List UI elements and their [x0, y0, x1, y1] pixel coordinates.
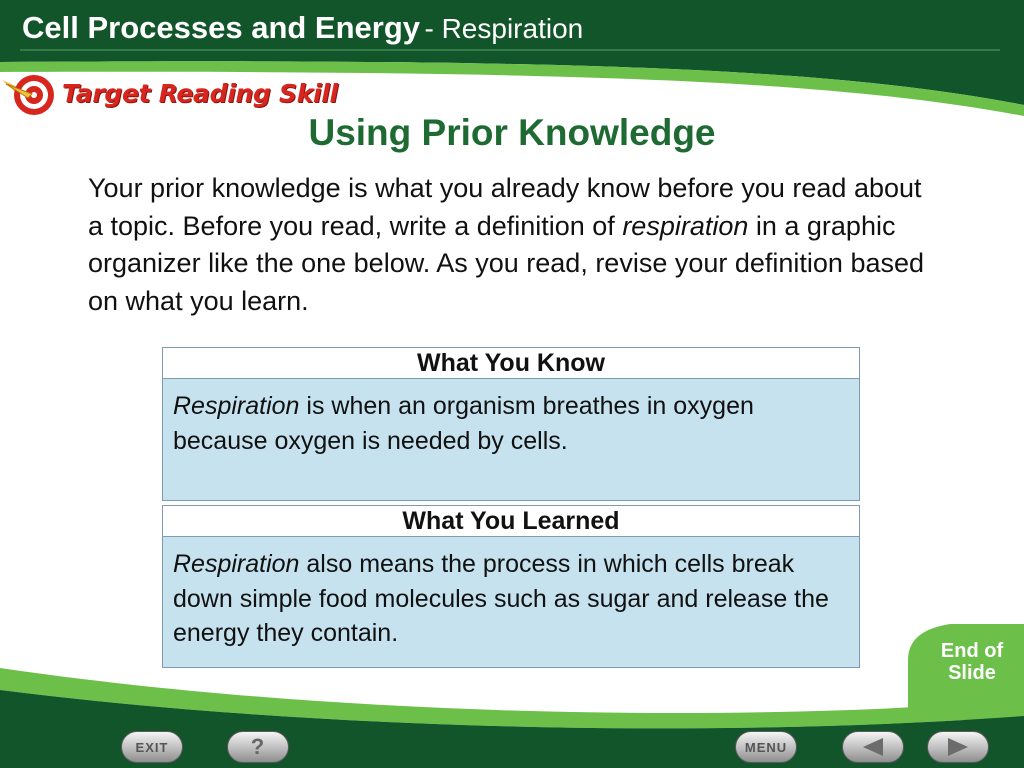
badge-label: Target Reading Skill: [62, 79, 338, 108]
intro-text-1: Your prior knowledge is what you already know before you read about a topic. Before you read, write a definition of: [88, 173, 922, 241]
help-button[interactable]: ?: [227, 731, 289, 763]
header-title: [22, 8, 583, 48]
intro-term: respiration: [622, 210, 749, 241]
end-of-slide-line2: Slide: [948, 662, 996, 684]
exit-button[interactable]: EXIT: [121, 731, 183, 763]
arrow-left-icon: [863, 738, 883, 756]
course-title: Cell Processes and Energy: [22, 10, 421, 45]
what-you-learned-body: [163, 537, 859, 651]
section-title: - Respiration: [424, 13, 584, 44]
intro-paragraph: [88, 170, 938, 320]
what-you-learned-heading: What You Learned: [163, 506, 859, 537]
what-you-know-heading: What You Know: [163, 348, 859, 379]
know-term: Respiration: [173, 392, 300, 420]
what-you-know-box: [162, 347, 860, 501]
next-button[interactable]: [927, 731, 989, 763]
menu-button[interactable]: MENU: [735, 731, 797, 763]
learned-text: also means the process in which cells break down simple food molecules such as sugar and release the energy they contain.: [173, 550, 829, 647]
arrow-right-icon: [948, 738, 968, 756]
previous-button[interactable]: [842, 731, 904, 763]
learned-term: Respiration: [173, 550, 300, 578]
end-of-slide-label: [922, 640, 1022, 684]
what-you-learned-box: [162, 505, 860, 668]
end-of-slide-line1: End of: [940, 640, 1004, 662]
know-text: is when an organism breathes in oxygen because oxygen is needed by cells.: [173, 392, 754, 455]
intro-text-2: in a graphic organizer like the one below. As you read, revise your definition based on what you learn.: [88, 210, 925, 316]
slide-title: Using Prior Knowledge: [308, 112, 716, 153]
what-you-know-body: [163, 379, 859, 458]
